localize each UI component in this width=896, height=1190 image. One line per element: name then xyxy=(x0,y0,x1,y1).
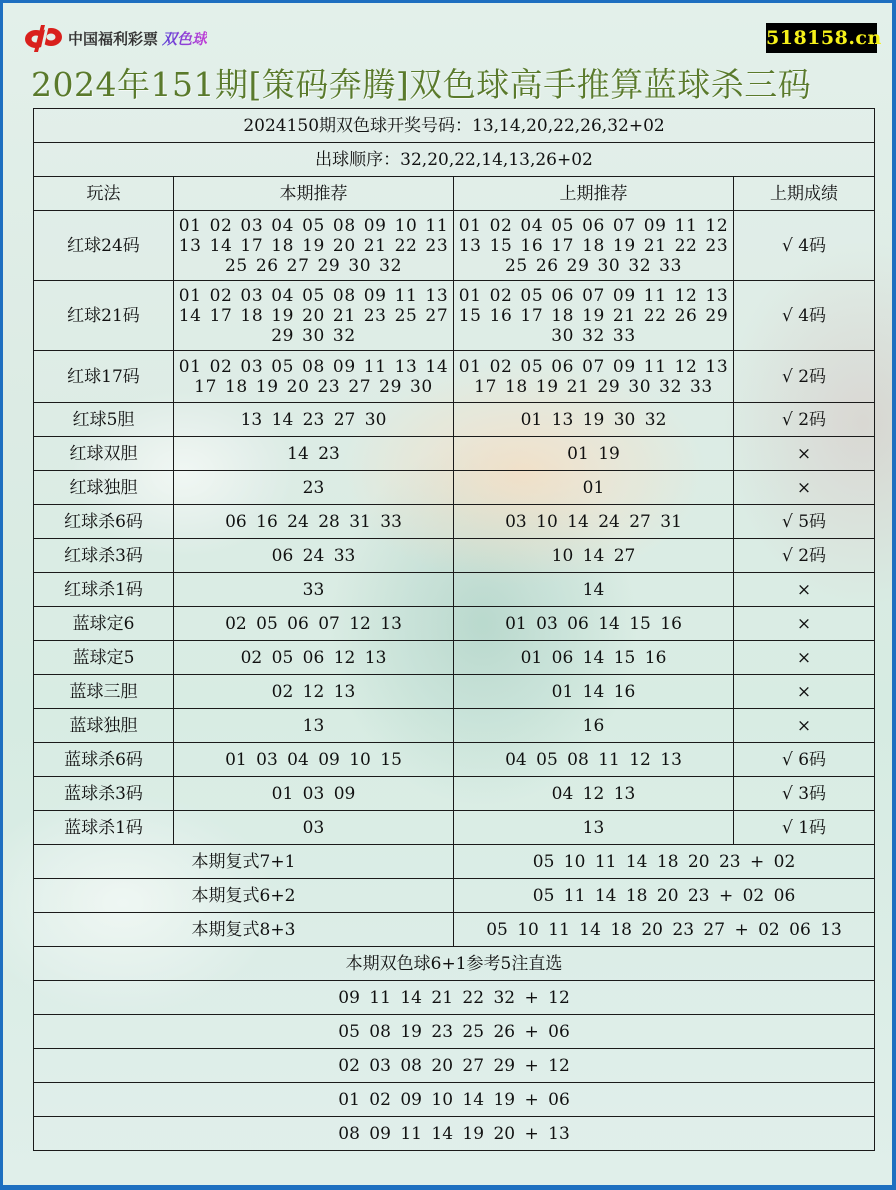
previous-pick xyxy=(454,281,734,351)
current-pick: 06 24 33 xyxy=(174,539,454,573)
row-label: 红球17码 xyxy=(34,351,174,403)
winning-numbers-row xyxy=(34,109,875,143)
row-label: 蓝球杀1码 xyxy=(34,811,174,845)
site-badge[interactable]: 518158.cn xyxy=(766,23,877,53)
table-row xyxy=(34,709,875,743)
complex-bet-row xyxy=(34,913,875,947)
previous-pick: 01 19 xyxy=(454,437,734,471)
previous-result: × xyxy=(734,437,875,471)
complex-bet-label: 本期复式6+2 xyxy=(34,879,454,913)
table-row xyxy=(34,573,875,607)
number-line: 01 02 05 06 07 09 11 12 13 xyxy=(458,285,729,306)
table-row xyxy=(34,437,875,471)
direct-pick: 05 08 19 23 25 26 + 06 xyxy=(34,1015,875,1049)
previous-pick: 01 03 06 14 15 16 xyxy=(454,607,734,641)
previous-result: √ 4码 xyxy=(734,211,875,281)
previous-pick: 01 13 19 30 32 xyxy=(454,403,734,437)
row-label: 蓝球杀3码 xyxy=(34,777,174,811)
draw-order-row xyxy=(34,143,875,177)
previous-result: × xyxy=(734,573,875,607)
number-line: 25 26 27 29 30 32 xyxy=(224,255,402,276)
header-previous-result: 上期成绩 xyxy=(734,177,875,211)
previous-pick: 16 xyxy=(454,709,734,743)
draw-order: 出球顺序：32,20,22,14,13,26+02 xyxy=(34,143,875,177)
row-label: 红球21码 xyxy=(34,281,174,351)
table-row xyxy=(34,607,875,641)
complex-bet-label: 本期复式8+3 xyxy=(34,913,454,947)
row-label: 红球24码 xyxy=(34,211,174,281)
previous-pick: 04 12 13 xyxy=(454,777,734,811)
logo-product-text: 双色球 xyxy=(162,29,208,48)
prediction-table xyxy=(33,108,875,1151)
number-line: 01 02 04 05 06 07 09 11 12 xyxy=(458,215,729,236)
current-pick: 13 xyxy=(174,709,454,743)
row-label: 蓝球定6 xyxy=(34,607,174,641)
welfare-lottery-logo xyxy=(22,23,207,53)
table-row xyxy=(34,743,875,777)
number-line: 25 26 29 30 32 33 xyxy=(504,255,682,276)
direct-picks-title: 本期双色球6+1参考5注直选 xyxy=(34,947,875,981)
logo-text: 中国福利彩票 xyxy=(68,29,159,48)
table-row xyxy=(34,811,875,845)
table-row xyxy=(34,211,875,281)
number-line: 15 16 17 18 19 21 22 26 29 xyxy=(458,305,729,326)
current-pick: 01 03 04 09 10 15 xyxy=(174,743,454,777)
header-play-type: 玩法 xyxy=(34,177,174,211)
previous-pick: 01 14 16 xyxy=(454,675,734,709)
current-pick: 13 14 23 27 30 xyxy=(174,403,454,437)
cwl-logo-icon xyxy=(22,23,64,53)
previous-result: × xyxy=(734,607,875,641)
number-line: 01 02 05 06 07 09 11 12 13 xyxy=(458,356,729,377)
number-line: 13 14 17 18 19 20 21 22 23 xyxy=(178,235,449,256)
current-pick: 33 xyxy=(174,573,454,607)
current-pick: 02 05 06 07 12 13 xyxy=(174,607,454,641)
previous-result: × xyxy=(734,709,875,743)
row-label: 红球独胆 xyxy=(34,471,174,505)
previous-pick: 14 xyxy=(454,573,734,607)
previous-pick: 01 06 14 15 16 xyxy=(454,641,734,675)
current-pick: 06 16 24 28 31 33 xyxy=(174,505,454,539)
previous-pick: 01 xyxy=(454,471,734,505)
complex-bet-numbers: 05 10 11 14 18 20 23 27 + 02 06 13 xyxy=(454,913,875,947)
number-line: 01 02 03 04 05 08 09 11 13 xyxy=(178,285,449,306)
previous-pick xyxy=(454,351,734,403)
complex-bet-row xyxy=(34,845,875,879)
current-pick: 02 12 13 xyxy=(174,675,454,709)
table-header-row xyxy=(34,177,875,211)
complex-bet-row xyxy=(34,879,875,913)
previous-result: √ 2码 xyxy=(734,539,875,573)
row-label: 蓝球杀6码 xyxy=(34,743,174,777)
previous-result: √ 4码 xyxy=(734,281,875,351)
row-label: 红球5胆 xyxy=(34,403,174,437)
previous-result: × xyxy=(734,675,875,709)
current-pick xyxy=(174,351,454,403)
direct-pick-row xyxy=(34,1015,875,1049)
complex-bet-label: 本期复式7+1 xyxy=(34,845,454,879)
direct-picks-title-row xyxy=(34,947,875,981)
current-pick: 01 03 09 xyxy=(174,777,454,811)
direct-pick: 09 11 14 21 22 32 + 12 xyxy=(34,981,875,1015)
previous-result: √ 6码 xyxy=(734,743,875,777)
number-line: 29 30 32 xyxy=(271,325,356,346)
row-label: 红球双胆 xyxy=(34,437,174,471)
number-line: 14 17 18 19 20 21 23 25 27 xyxy=(178,305,449,326)
table-row xyxy=(34,471,875,505)
table-row xyxy=(34,641,875,675)
number-line: 13 15 16 17 18 19 21 22 23 xyxy=(458,235,729,256)
current-pick: 02 05 06 12 13 xyxy=(174,641,454,675)
header-current-pick: 本期推荐 xyxy=(174,177,454,211)
previous-result: × xyxy=(734,641,875,675)
row-label: 蓝球定5 xyxy=(34,641,174,675)
number-line: 17 18 19 20 23 27 29 30 xyxy=(194,376,433,397)
direct-pick: 01 02 09 10 14 19 + 06 xyxy=(34,1083,875,1117)
table-row xyxy=(34,777,875,811)
previous-pick: 03 10 14 24 27 31 xyxy=(454,505,734,539)
row-label: 红球杀1码 xyxy=(34,573,174,607)
complex-bet-numbers: 05 11 14 18 20 23 + 02 06 xyxy=(454,879,875,913)
number-line: 30 32 33 xyxy=(551,325,636,346)
complex-bet-numbers: 05 10 11 14 18 20 23 + 02 xyxy=(454,845,875,879)
previous-pick: 04 05 08 11 12 13 xyxy=(454,743,734,777)
current-pick: 14 23 xyxy=(174,437,454,471)
previous-result: √ 2码 xyxy=(734,403,875,437)
table-row xyxy=(34,539,875,573)
previous-result: × xyxy=(734,471,875,505)
direct-pick-row xyxy=(34,1083,875,1117)
previous-pick: 13 xyxy=(454,811,734,845)
direct-pick: 02 03 08 20 27 29 + 12 xyxy=(34,1049,875,1083)
previous-result: √ 3码 xyxy=(734,777,875,811)
row-label: 蓝球独胆 xyxy=(34,709,174,743)
current-pick xyxy=(174,281,454,351)
table-row xyxy=(34,403,875,437)
table-row xyxy=(34,281,875,351)
row-label: 蓝球三胆 xyxy=(34,675,174,709)
previous-pick xyxy=(454,211,734,281)
page-title: 2024年151期[策码奔腾]双色球高手推算蓝球杀三码 xyxy=(31,65,812,104)
current-pick: 03 xyxy=(174,811,454,845)
previous-result: √ 5码 xyxy=(734,505,875,539)
number-line: 01 02 03 05 08 09 11 13 14 xyxy=(178,356,449,377)
previous-result: √ 2码 xyxy=(734,351,875,403)
direct-pick-row xyxy=(34,981,875,1015)
previous-pick: 10 14 27 xyxy=(454,539,734,573)
table-row xyxy=(34,675,875,709)
number-line: 01 02 03 04 05 08 09 10 11 xyxy=(178,215,449,236)
current-pick: 23 xyxy=(174,471,454,505)
winning-numbers: 2024150期双色球开奖号码：13,14,20,22,26,32+02 xyxy=(34,109,875,143)
header-previous-pick: 上期推荐 xyxy=(454,177,734,211)
direct-pick-row xyxy=(34,1049,875,1083)
current-pick xyxy=(174,211,454,281)
row-label: 红球杀3码 xyxy=(34,539,174,573)
previous-result: √ 1码 xyxy=(734,811,875,845)
direct-pick: 08 09 11 14 19 20 + 13 xyxy=(34,1117,875,1151)
table-row xyxy=(34,351,875,403)
number-line: 17 18 19 21 29 30 32 33 xyxy=(474,376,713,397)
table-row xyxy=(34,505,875,539)
direct-pick-row xyxy=(34,1117,875,1151)
row-label: 红球杀6码 xyxy=(34,505,174,539)
